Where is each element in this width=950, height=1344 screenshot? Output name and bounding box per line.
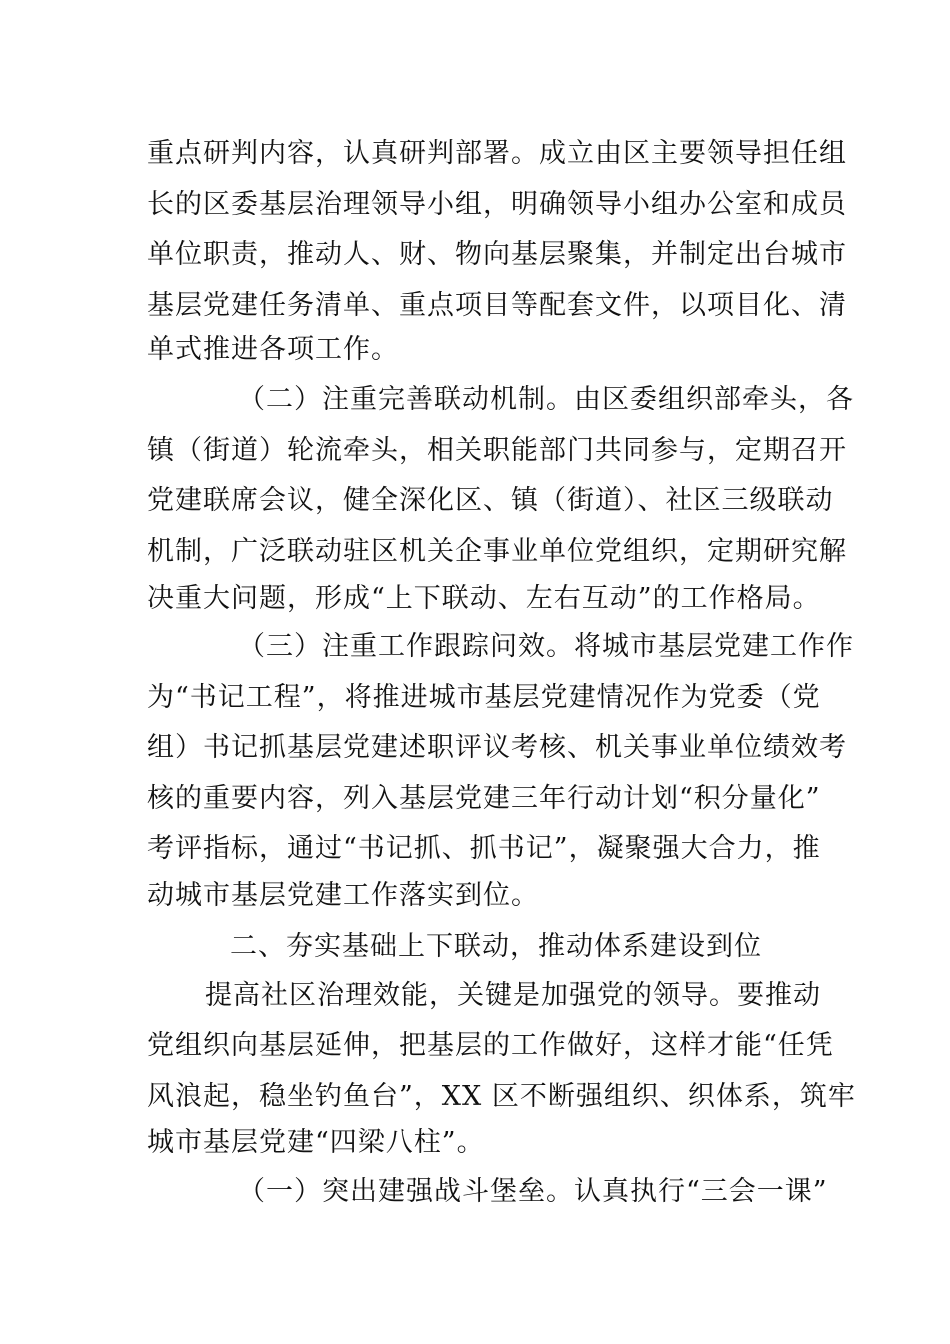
text-line: 长的区委基层治理领导小组，明确领导小组办公室和成员: [147, 189, 847, 220]
section-heading-line: （三）注重工作跟踪问效。将城市基层党建工作作: [238, 631, 854, 662]
text-line: 决重大问题，形成“上下联动、左右互动”的工作格局。: [147, 583, 821, 614]
text-line: 风浪起，稳坐钓鱼台”，XX 区不断强组织、织体系，筑牢: [147, 1081, 856, 1112]
text-line: 核的重要内容，列入基层党建三年行动计划“积分量化”: [147, 783, 821, 814]
text-line: 单式推进各项工作。: [147, 334, 399, 365]
text-line: 单位职责，推动人、财、物向基层聚集，并制定出台城市: [147, 239, 847, 270]
text-line: 提高社区治理效能，关键是加强党的领导。要推动: [205, 980, 821, 1011]
text-line: 为“书记工程”，将推进城市基层党建情况作为党委（党: [147, 682, 821, 713]
text-line: 动城市基层党建工作落实到位。: [147, 880, 539, 911]
section-heading-line: （二）注重完善联动机制。由区委组织部牵头，各: [238, 384, 854, 415]
text-line: 党建联席会议，健全深化区、镇（街道）、社区三级联动: [147, 485, 834, 516]
text-line: 组）书记抓基层党建述职评议考核、机关事业单位绩效考: [147, 732, 847, 763]
text-line: 重点研判内容，认真研判部署。成立由区主要领导担任组: [147, 138, 847, 169]
text-line: 镇（街道）轮流牵头，相关职能部门共同参与，定期召开: [147, 435, 847, 466]
text-line: 基层党建任务清单、重点项目等配套文件，以项目化、清: [147, 290, 847, 321]
text-line: 党组织向基层延伸，把基层的工作做好，这样才能“任凭: [147, 1030, 834, 1061]
text-line: 城市基层党建“四梁八柱”。: [147, 1127, 485, 1158]
section-heading-line: （一）突出建强战斗堡垒。认真执行“三会一课”: [238, 1176, 828, 1207]
text-line: 机制，广泛联动驻区机关企事业单位党组织，定期研究解: [147, 536, 847, 567]
text-line: 考评指标，通过“书记抓、抓书记”，凝聚强大合力，推: [147, 833, 821, 864]
section-title: 二、夯实基础上下联动，推动体系建设到位: [230, 931, 762, 962]
